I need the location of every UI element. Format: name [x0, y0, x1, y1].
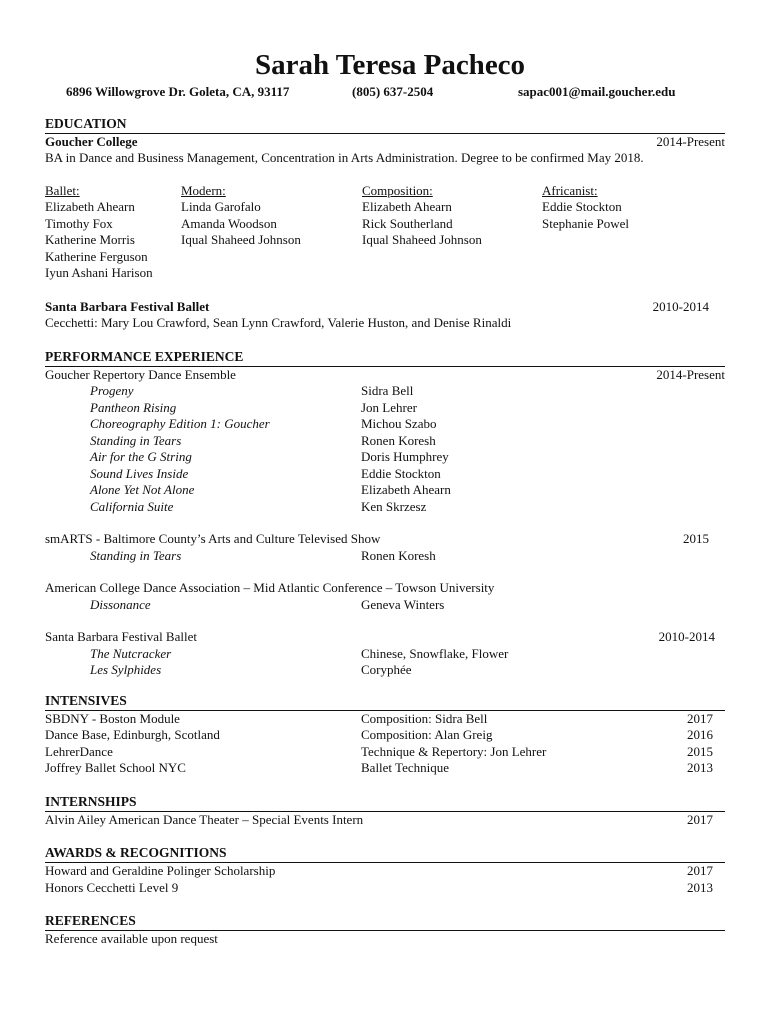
intensive-year: 2015 [687, 743, 713, 759]
work-title: Choreography Edition 1: Goucher [90, 416, 270, 431]
internships-section [45, 794, 725, 829]
section-title: INTENSIVES [45, 693, 725, 711]
work-row [45, 449, 725, 466]
school-name: Santa Barbara Festival Ballet [45, 298, 210, 314]
intensive-row [45, 711, 725, 728]
teacher-name: Timothy Fox [45, 215, 113, 231]
teacher-columns [45, 183, 725, 282]
award-text: Howard and Geraldine Polinger Scholarship [45, 863, 276, 878]
teacher-name: Eddie Stockton [542, 199, 622, 214]
intensives-section [45, 693, 725, 777]
internship-text: Alvin Ailey American Dance Theater – Special Events Intern [45, 811, 364, 827]
section-title: AWARDS & RECOGNITIONS [45, 845, 725, 863]
school-name: Goucher College [45, 133, 138, 149]
intensive-year: 2017 [687, 710, 713, 726]
intensive-focus: Ballet Technique [361, 760, 450, 775]
section-title: EDUCATION [45, 116, 725, 134]
group-dates: 2015 [683, 531, 709, 546]
performance-group [45, 367, 725, 384]
award-row [45, 863, 725, 880]
contact-line [45, 84, 725, 101]
teacher-name: Amanda Woodson [181, 215, 277, 231]
school-dates: 2010-2014 [652, 298, 709, 314]
intensive-year: 2016 [687, 727, 713, 742]
work-title: Air for the G String [90, 449, 192, 464]
performance-group [45, 629, 725, 646]
column-heading: Composition: [362, 182, 433, 198]
intensive-year: 2013 [687, 760, 713, 775]
references-section [45, 913, 725, 948]
choreographer: Geneva Winters [361, 596, 445, 612]
choreographer: Elizabeth Ahearn [361, 482, 451, 497]
choreographer: Ronen Koresh [361, 432, 436, 448]
role: Chinese, Snowflake, Flower [361, 645, 509, 661]
work-title: Standing in Tears [90, 547, 182, 563]
group-dates: 2010-2014 [658, 629, 715, 644]
intensive-focus: Composition: Sidra Bell [361, 710, 488, 726]
work-title: Standing in Tears [90, 432, 182, 448]
work-row [45, 433, 725, 450]
work-title: Alone Yet Not Alone [90, 482, 195, 497]
column-heading: Africanist: [542, 182, 598, 198]
award-row [45, 880, 725, 897]
choreographer: Eddie Stockton [361, 465, 441, 481]
performance-group [45, 531, 725, 548]
intensive-focus: Technique & Repertory: Jon Lehrer [361, 743, 547, 759]
degree-text: BA in Dance and Business Management, Concentration in Arts Administration. Degree to be confirmed May 2018. [45, 150, 644, 165]
performance-section [45, 349, 725, 679]
teacher-column [362, 183, 542, 282]
teacher-name: Iyun Ashani Harison [45, 265, 153, 280]
education-entry [45, 134, 725, 151]
choreographer: Ronen Koresh [361, 547, 436, 563]
performance-group [45, 580, 725, 597]
education-section [45, 116, 725, 332]
work-title: Les Sylphides [90, 662, 162, 677]
address: 6896 Willowgrove Dr. Goleta, CA, 93117 [66, 84, 290, 99]
resume-page [45, 48, 725, 948]
intensive-row [45, 727, 725, 744]
section-title: INTERNSHIPS [45, 794, 725, 812]
awards-section [45, 845, 725, 896]
work-row [45, 597, 725, 614]
teacher-name: Iqual Shaheed Johnson [181, 232, 301, 247]
group-dates: 2014-Present [656, 366, 725, 382]
work-row [45, 548, 725, 565]
choreographer: Michou Szabo [361, 416, 437, 431]
education-entry [45, 299, 725, 316]
teacher-name: Iqual Shaheed Johnson [362, 232, 482, 247]
work-title: Pantheon Rising [90, 399, 177, 415]
teacher-column [45, 183, 181, 282]
section-title: REFERENCES [45, 913, 725, 931]
resume-name: Sarah Teresa Pacheco [254, 49, 526, 81]
role: Coryphée [361, 662, 412, 677]
teacher-name: Linda Garofalo [181, 199, 261, 214]
work-title: Sound Lives Inside [90, 465, 189, 481]
award-year: 2017 [687, 863, 713, 878]
teacher-name: Stephanie Powel [542, 215, 630, 231]
group-name: smARTS - Baltimore County’s Arts and Culture Televised Show [45, 531, 381, 546]
award-text: Honors Cecchetti Level 9 [45, 879, 179, 895]
teacher-column [181, 183, 362, 282]
teacher-name: Katherine Morris [45, 232, 135, 247]
intensive-row [45, 760, 725, 777]
choreographer: Doris Humphrey [361, 449, 449, 464]
work-title: Dissonance [90, 596, 151, 612]
work-title: The Nutcracker [90, 645, 172, 661]
intensive-row [45, 744, 725, 761]
school-dates: 2014-Present [656, 133, 725, 149]
work-row [45, 383, 725, 400]
column-heading: Modern: [181, 182, 226, 198]
choreographer: Ken Skrzesz [361, 498, 427, 514]
intensive-place: SBDNY - Boston Module [45, 710, 180, 726]
phone: (805) 637-2504 [352, 84, 434, 99]
intensive-focus: Composition: Alan Greig [361, 727, 493, 742]
references-text: Reference available upon request [45, 931, 218, 946]
work-row [45, 499, 725, 516]
work-title: California Suite [90, 498, 174, 514]
column-heading: Ballet: [45, 182, 80, 198]
teacher-name: Rick Southerland [362, 215, 453, 231]
work-row [45, 646, 725, 663]
work-row [45, 662, 725, 679]
award-year: 2013 [687, 879, 713, 895]
teacher-column [542, 183, 629, 282]
work-row [45, 482, 725, 499]
intensive-place: Dance Base, Edinburgh, Scotland [45, 727, 220, 742]
group-name: Santa Barbara Festival Ballet [45, 629, 197, 644]
teacher-name: Elizabeth Ahearn [362, 199, 452, 214]
work-row [45, 466, 725, 483]
choreographer: Sidra Bell [361, 383, 414, 398]
group-name: Goucher Repertory Dance Ensemble [45, 366, 236, 382]
intensive-place: LehrerDance [45, 743, 113, 759]
work-row [45, 400, 725, 417]
training-detail: Cecchetti: Mary Lou Crawford, Sean Lynn Crawford, Valerie Huston, and Denise Rinaldi [45, 315, 512, 330]
internship-row [45, 812, 725, 829]
teacher-name: Katherine Ferguson [45, 248, 148, 264]
section-title: PERFORMANCE EXPERIENCE [45, 349, 725, 367]
work-row [45, 416, 725, 433]
teacher-name: Elizabeth Ahearn [45, 199, 135, 214]
group-name: American College Dance Association – Mid Atlantic Conference – Towson University [45, 580, 495, 595]
intensive-place: Joffrey Ballet School NYC [45, 760, 186, 775]
internship-year: 2017 [687, 811, 713, 827]
email: sapac001@mail.goucher.edu [518, 84, 676, 99]
choreographer: Jon Lehrer [361, 399, 417, 415]
work-title: Progeny [90, 383, 134, 398]
